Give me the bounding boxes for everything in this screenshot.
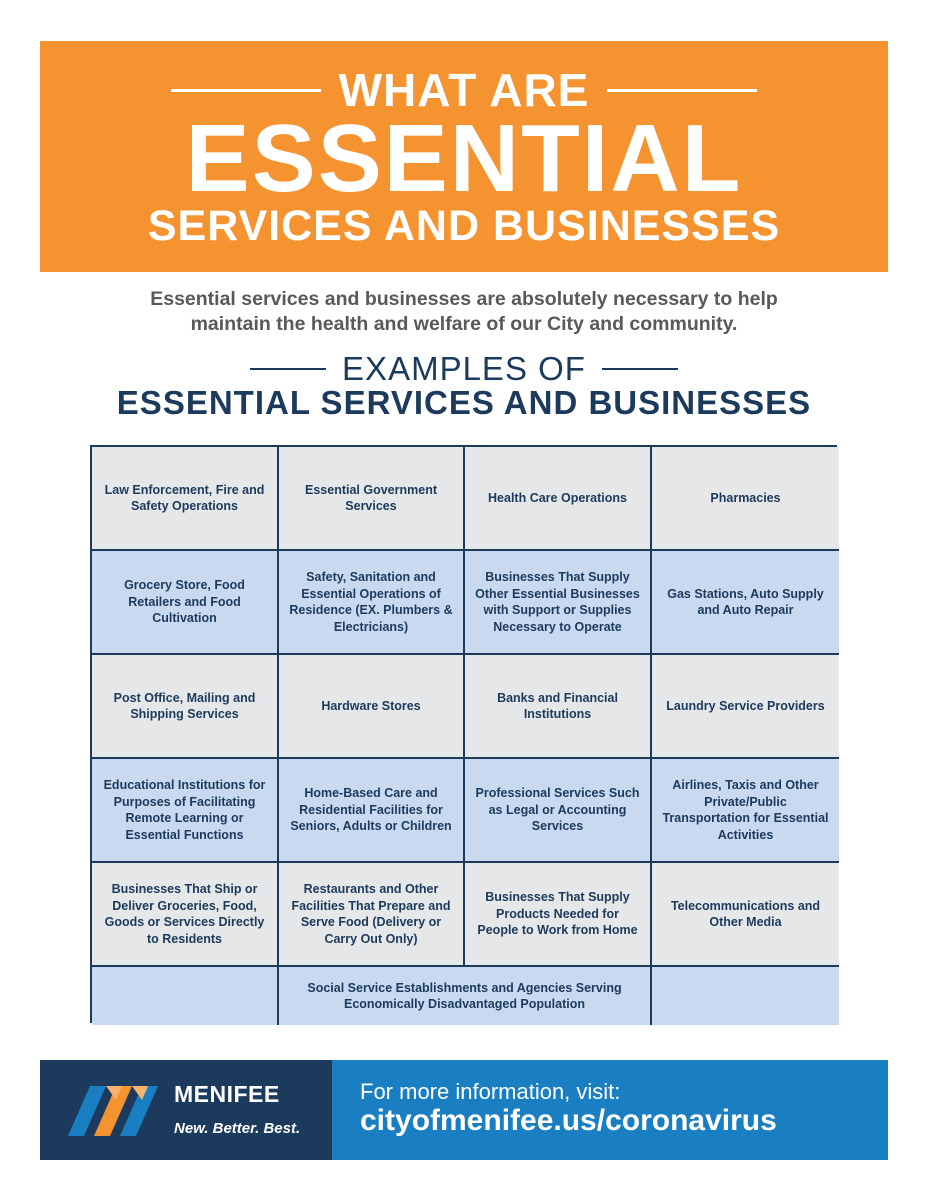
grid-cell: Laundry Service Providers bbox=[652, 655, 839, 759]
examples-of-label: EXAMPLES OF bbox=[342, 350, 586, 387]
grid-cell: Telecommunications and Other Media bbox=[652, 863, 839, 967]
examples-heading bbox=[40, 352, 888, 385]
grid-cell: Hardware Stores bbox=[279, 655, 465, 759]
website-link[interactable]: cityofmenifee.us/coronavirus bbox=[360, 1104, 777, 1137]
footer bbox=[40, 1060, 888, 1160]
examples-rule-right bbox=[602, 368, 678, 370]
header-essential: ESSENTIAL bbox=[185, 105, 743, 212]
grid-cell: Businesses That Ship or Deliver Groceries, Food, Goods or Services Directly to Residents bbox=[92, 863, 279, 967]
header-banner bbox=[40, 41, 888, 272]
more-info-text: For more information, visit: bbox=[360, 1079, 621, 1104]
menifee-logo-icon bbox=[66, 1082, 166, 1138]
header-rule-right bbox=[607, 89, 757, 92]
grid-cell: Pharmacies bbox=[652, 447, 839, 551]
grid-cell: Grocery Store, Food Retailers and Food Cultivation bbox=[92, 551, 279, 655]
grid-cell: Banks and Financial Institutions bbox=[465, 655, 652, 759]
footer-brand-panel bbox=[40, 1060, 332, 1160]
footer-info-panel bbox=[332, 1060, 888, 1160]
grid-cell: Health Care Operations bbox=[465, 447, 652, 551]
grid-cell: Educational Institutions for Purposes of Facilitating Remote Learning or Essential Functions bbox=[92, 759, 279, 863]
intro-text bbox=[40, 287, 888, 337]
grid-cell: Businesses That Supply Other Essential Businesses with Support or Supplies Necessary to Operate bbox=[465, 551, 652, 655]
grid-cell: Law Enforcement, Fire and Safety Operations bbox=[92, 447, 279, 551]
grid-cell-empty bbox=[92, 967, 279, 1025]
brand-tagline: New. Better. Best. bbox=[174, 1120, 301, 1137]
brand-name: MENIFEE bbox=[174, 1081, 280, 1107]
grid-cell: Gas Stations, Auto Supply and Auto Repair bbox=[652, 551, 839, 655]
grid-cell: Businesses That Supply Products Needed for People to Work from Home bbox=[465, 863, 652, 967]
header-what-are: WHAT ARE bbox=[338, 64, 590, 116]
services-grid bbox=[90, 445, 837, 1023]
grid-cell: Essential Government Services bbox=[279, 447, 465, 551]
grid-cell: Professional Services Such as Legal or Accounting Services bbox=[465, 759, 652, 863]
examples-subheading: ESSENTIAL SERVICES AND BUSINESSES bbox=[116, 384, 812, 421]
header-services-businesses: SERVICES AND BUSINESSES bbox=[147, 202, 781, 250]
grid-cell: Home-Based Care and Residential Facilities for Seniors, Adults or Children bbox=[279, 759, 465, 863]
grid-cell-wide: Social Service Establishments and Agencies Serving Economically Disadvantaged Population bbox=[279, 967, 652, 1025]
examples-rule-left bbox=[250, 368, 326, 370]
grid-cell: Post Office, Mailing and Shipping Services bbox=[92, 655, 279, 759]
intro-line1: Essential services and businesses are absolutely necessary to help bbox=[150, 288, 778, 310]
header-rule-left bbox=[171, 89, 321, 92]
intro-line2: maintain the health and welfare of our City and community. bbox=[190, 313, 738, 335]
grid-cell: Safety, Sanitation and Essential Operations of Residence (EX. Plumbers & Electricians) bbox=[279, 551, 465, 655]
grid-cell-empty bbox=[652, 967, 839, 1025]
grid-cell: Restaurants and Other Facilities That Prepare and Serve Food (Delivery or Carry Out Only) bbox=[279, 863, 465, 967]
grid-cell: Airlines, Taxis and Other Private/Public Transportation for Essential Activities bbox=[652, 759, 839, 863]
